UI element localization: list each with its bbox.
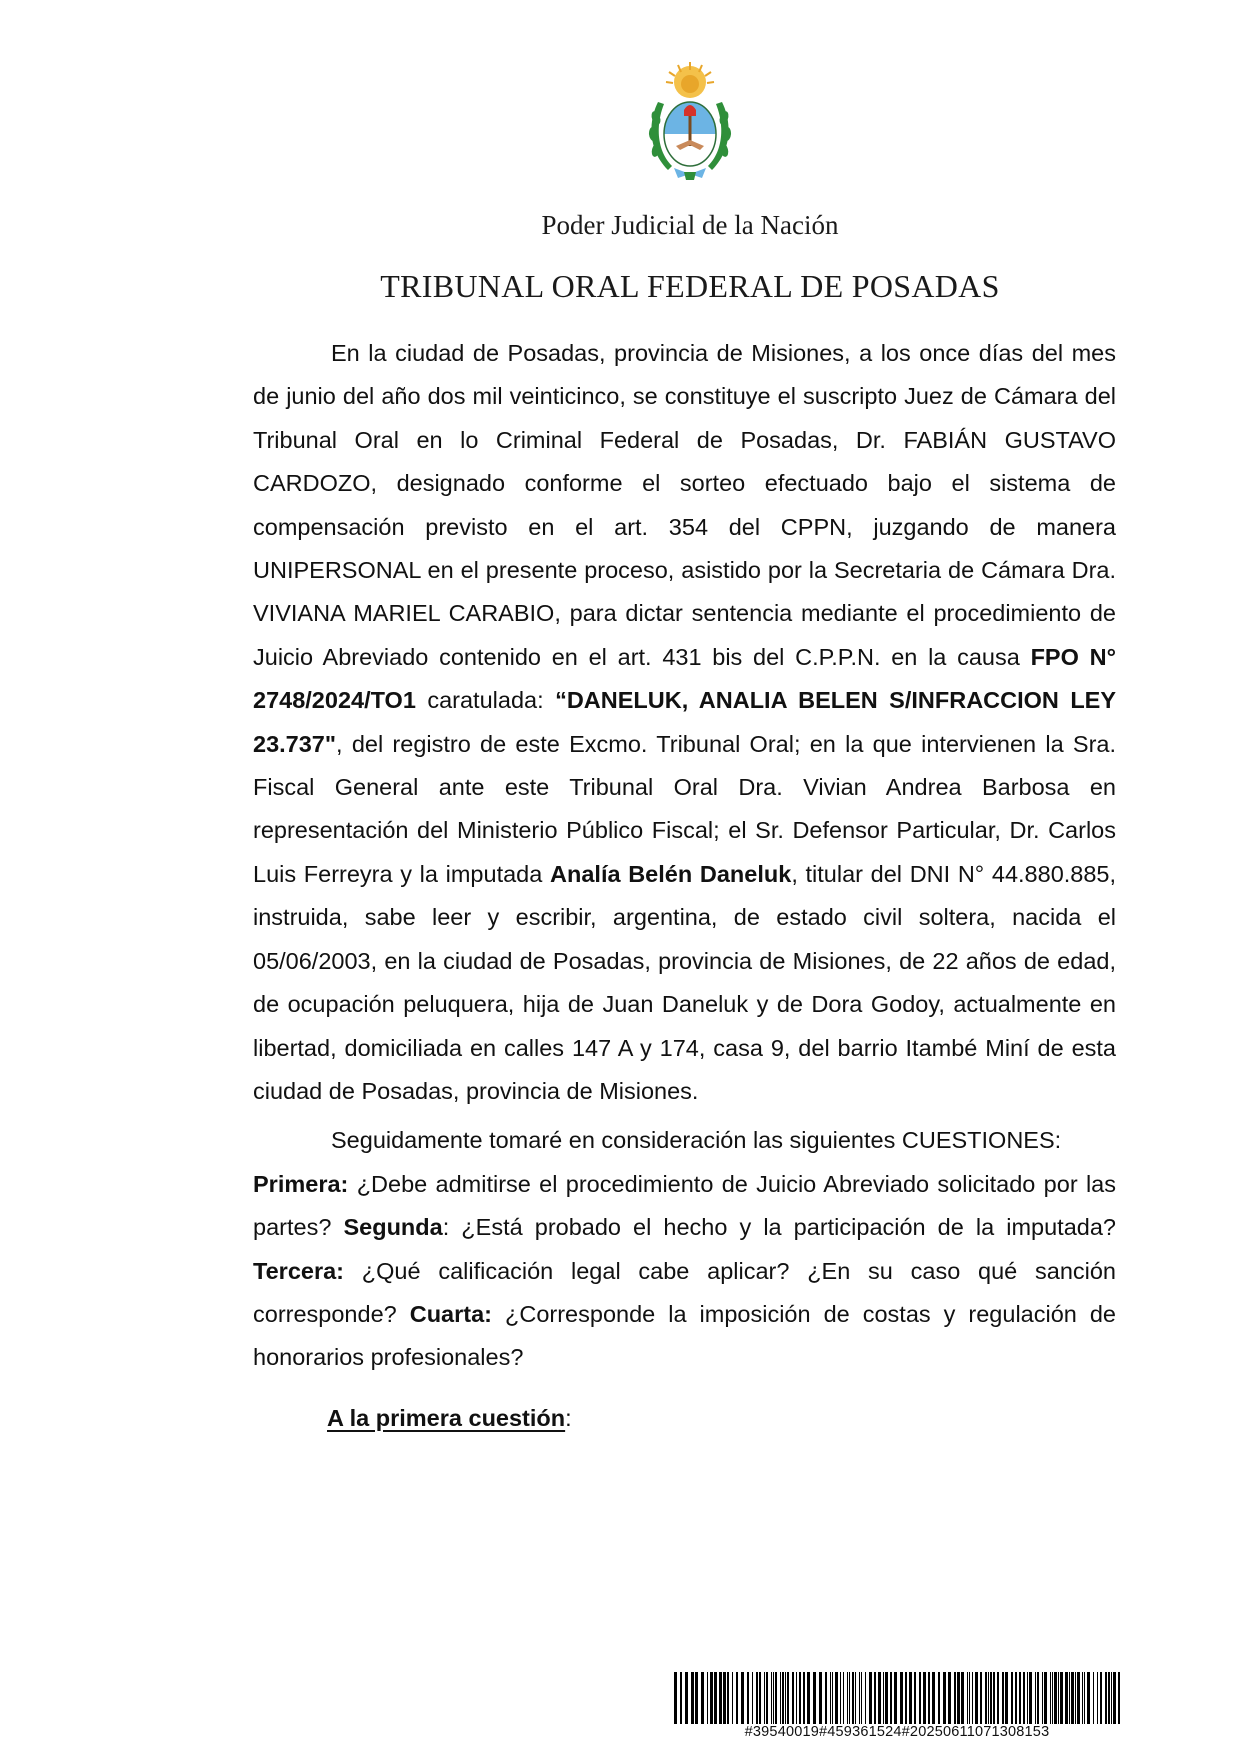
court-title: TRIBUNAL ORAL FEDERAL DE POSADAS xyxy=(380,268,1000,304)
question-3-text: ¿Qué calificación legal cabe aplicar? ¿En su caso qué sanción corresponde? xyxy=(253,1257,1116,1327)
paragraph-intro-text-1: En la ciudad de Posadas, provincia de Misiones, a los once días del mes de junio del año dos mil veinticinco, se constituye el suscripto Juez de Cámara del Tribunal Oral en lo Criminal Federal de Posadas, Dr. FABIÁN GUSTAVO CARDOZO, designado conforme el sorteo efectuado bajo el sistema de compensación previsto en el art. 354 del CPPN, juzgando de manera UNIPERSONAL en el presente proceso, asistido por la Secretaria de Cámara Dra. VIVIANA MARIEL CARABIO, para dictar sentencia mediante el procedimiento de Juicio Abreviado contenido en el art. 431 bis del C.P.P.N. en la causa xyxy=(253,340,1116,670)
barcode-bar xyxy=(993,1672,995,1724)
paragraph-intro-text-2: caratulada: xyxy=(427,687,544,714)
barcode-bar xyxy=(967,1672,968,1724)
barcode-bar xyxy=(1002,1672,1004,1724)
barcode-bar xyxy=(832,1672,833,1724)
barcode-bar xyxy=(807,1672,810,1724)
barcode-bar xyxy=(997,1672,999,1724)
barcode-bar xyxy=(843,1672,844,1724)
barcode-bar xyxy=(954,1672,956,1724)
barcode-bar xyxy=(1005,1672,1008,1724)
question-1-label: Primera: xyxy=(253,1170,349,1197)
barcode-bar xyxy=(1087,1672,1090,1724)
organization-title: Poder Judicial de la Nación xyxy=(541,210,839,240)
barcode-bar xyxy=(1035,1672,1036,1724)
barcode-bar xyxy=(825,1672,827,1724)
question-1-text: ¿Debe admitirse el procedimiento de Juicio Abreviado solicitado por las partes? xyxy=(253,1170,1117,1241)
barcode-bar xyxy=(840,1672,841,1724)
barcode-bar xyxy=(1019,1672,1021,1724)
barcode-bar xyxy=(1054,1672,1057,1724)
barcode-bar xyxy=(1058,1672,1059,1724)
barcode-bar xyxy=(923,1672,926,1724)
barcode-bar xyxy=(957,1672,960,1724)
barcode-bar xyxy=(919,1672,921,1724)
barcode-bar xyxy=(969,1672,970,1724)
barcode-bar xyxy=(961,1672,964,1724)
barcode-bar xyxy=(674,1672,677,1724)
barcode-bar xyxy=(1077,1672,1080,1724)
barcode-bar xyxy=(1105,1672,1107,1724)
barcode-bar xyxy=(680,1672,682,1724)
document-body xyxy=(253,332,1116,1440)
barcode-bar xyxy=(849,1672,850,1724)
barcode-bar xyxy=(1082,1672,1083,1724)
barcode-bar xyxy=(938,1672,940,1724)
barcode-bar xyxy=(874,1672,876,1724)
barcode-bar xyxy=(792,1672,794,1724)
barcode-bar xyxy=(1044,1672,1047,1724)
barcode-bar xyxy=(990,1672,992,1724)
question-2-label: Segunda xyxy=(343,1214,443,1241)
barcode-bar xyxy=(1060,1672,1063,1724)
barcode-bar xyxy=(747,1672,749,1724)
barcode-bar xyxy=(766,1672,768,1724)
barcode-bar xyxy=(943,1672,946,1724)
barcode-number: #39540019#459361524#20250611071308153 xyxy=(744,1724,1050,1740)
barcode-bar xyxy=(1113,1672,1116,1724)
barcode-bar xyxy=(972,1672,973,1724)
barcode-bar xyxy=(1042,1672,1043,1724)
barcode-bar xyxy=(1084,1672,1085,1724)
barcode-bar xyxy=(1093,1672,1094,1724)
barcode-bar xyxy=(905,1672,907,1724)
barcode-bar xyxy=(975,1672,978,1724)
barcode-bar xyxy=(1075,1672,1076,1724)
coat-of-arms-emblem xyxy=(644,62,736,186)
barcode-bar xyxy=(852,1672,854,1724)
barcode-bar xyxy=(756,1672,758,1724)
barcode-bar xyxy=(1027,1672,1028,1724)
barcode-bar xyxy=(1111,1672,1112,1724)
barcode-bar xyxy=(932,1672,935,1724)
question-4-label: Cuarta: xyxy=(409,1300,492,1327)
barcode-bar xyxy=(719,1672,722,1724)
barcode-bar xyxy=(813,1672,816,1724)
paragraph-intro-text-3: , del registro de este Excmo. Tribunal Oral; en la que intervienen la Sra. Fiscal General ante este Tribunal Oral Dra. Vivian Andrea Barbosa en representación del Ministerio Público Fiscal; el Sr. Defensor Particular, Dr. Carlos Luis Ferreyra y la imputada xyxy=(253,730,1116,887)
barcode-bar xyxy=(1050,1672,1051,1724)
barcode-bar xyxy=(861,1672,862,1724)
barcode-bar xyxy=(847,1672,848,1724)
ribbon xyxy=(674,168,706,180)
question-3-label: Tercera: xyxy=(253,1257,345,1284)
barcode-bar xyxy=(1108,1672,1110,1724)
barcode-bar xyxy=(859,1672,860,1724)
barcode-bar xyxy=(1118,1672,1120,1724)
barcode-bar xyxy=(1015,1672,1017,1724)
barcode-bar xyxy=(909,1672,912,1724)
barcode-bar xyxy=(1011,1672,1013,1724)
barcode-bar xyxy=(1100,1672,1102,1724)
barcode-bar xyxy=(1071,1672,1074,1724)
barcode-bar xyxy=(1037,1672,1039,1724)
barcode-bar xyxy=(701,1672,704,1724)
barcode-bar xyxy=(900,1672,903,1724)
barcode-bar xyxy=(830,1672,831,1724)
case-title: “DANELUK, ANALIA BELEN S/INFRACCION LEY 23.737" xyxy=(253,687,1117,757)
barcode-bar xyxy=(914,1672,916,1724)
section-heading xyxy=(253,1397,1116,1440)
case-number: FPO N° 2748/2024/TO1 xyxy=(253,643,1116,714)
barcode-bar xyxy=(710,1672,713,1724)
barcode-bar xyxy=(741,1672,744,1724)
paragraph-intro xyxy=(253,332,1116,1113)
barcode-bar xyxy=(780,1672,781,1724)
sun-rays xyxy=(666,62,714,98)
barcode-bar xyxy=(890,1672,892,1724)
document-barcode xyxy=(672,1672,1122,1724)
barcode-bar xyxy=(1097,1672,1098,1724)
defendant-name: Analía Belén Daneluk xyxy=(550,860,792,887)
barcode-bar xyxy=(985,1672,987,1724)
barcode-bar xyxy=(799,1672,801,1724)
barcode-bar xyxy=(773,1672,774,1724)
section-heading-label: A la primera cuestión xyxy=(327,1404,566,1431)
barcode-bar xyxy=(883,1672,884,1724)
barcode-bar xyxy=(1023,1672,1025,1724)
question-2-text: : ¿Está probado el hecho y la participación de la imputada? xyxy=(442,1214,1116,1241)
barcode-bar xyxy=(865,1672,866,1724)
barcode-bar xyxy=(855,1672,856,1724)
barcode-bar xyxy=(1069,1672,1070,1724)
barcode-bar xyxy=(771,1672,772,1724)
barcode-bar xyxy=(1065,1672,1068,1724)
barcode-bar xyxy=(869,1672,872,1724)
barcode-bar xyxy=(695,1672,698,1724)
barcode-bar xyxy=(885,1672,888,1724)
paragraph-questions xyxy=(253,1119,1116,1379)
paragraph-intro-text-4: , titular del DNI N° 44.880.885, instruida, sabe leer y escribir, argentina, de estado civil soltera, nacida el 05/06/2003, en la ciudad de Posadas, provincia de Misiones, de 22 años de edad, de ocupación peluquera, hija de Juan Daneluk y de Dora Godoy, actualmente en libertad, domiciliada en calles 147 A y 174, casa 9, del barrio Itambé Miní de esta ciudad de Posadas, provincia de Misiones. xyxy=(253,860,1117,1104)
question-4-text: ¿Corresponde la imposición de costas y regulación de honorarios profesionales? xyxy=(253,1300,1117,1371)
section-heading-suffix: : xyxy=(565,1404,572,1431)
barcode-bar xyxy=(928,1672,930,1724)
questions-intro: Seguidamente tomaré en consideración las siguientes CUESTIONES: xyxy=(331,1127,1062,1154)
barcode-bar xyxy=(980,1672,982,1724)
barcode-bar xyxy=(988,1672,989,1724)
barcode-bar xyxy=(685,1672,688,1724)
barcode-bar xyxy=(759,1672,761,1724)
barcode-bar xyxy=(835,1672,838,1724)
barcode-bar xyxy=(727,1672,729,1724)
barcode-bar xyxy=(707,1672,708,1724)
barcode-bar xyxy=(803,1672,805,1724)
barcode-bar xyxy=(723,1672,726,1724)
shield xyxy=(664,102,716,166)
barcode-bar xyxy=(736,1672,738,1724)
barcode-bar xyxy=(1052,1672,1053,1724)
barcode-bar xyxy=(732,1672,733,1724)
barcode-bar xyxy=(948,1672,951,1724)
barcode-bar xyxy=(785,1672,786,1724)
barcode-bar xyxy=(752,1672,753,1724)
barcode-bar xyxy=(714,1672,717,1724)
barcode-bar xyxy=(819,1672,822,1724)
barcode-bar xyxy=(894,1672,897,1724)
barcode-bar xyxy=(787,1672,789,1724)
barcode-bar xyxy=(691,1672,694,1724)
barcode-bar xyxy=(775,1672,777,1724)
barcode-bar xyxy=(1029,1672,1032,1724)
barcode-bar xyxy=(878,1672,881,1724)
barcode-bar xyxy=(782,1672,784,1724)
barcode-bar xyxy=(796,1672,797,1724)
barcode-bar xyxy=(764,1672,765,1724)
